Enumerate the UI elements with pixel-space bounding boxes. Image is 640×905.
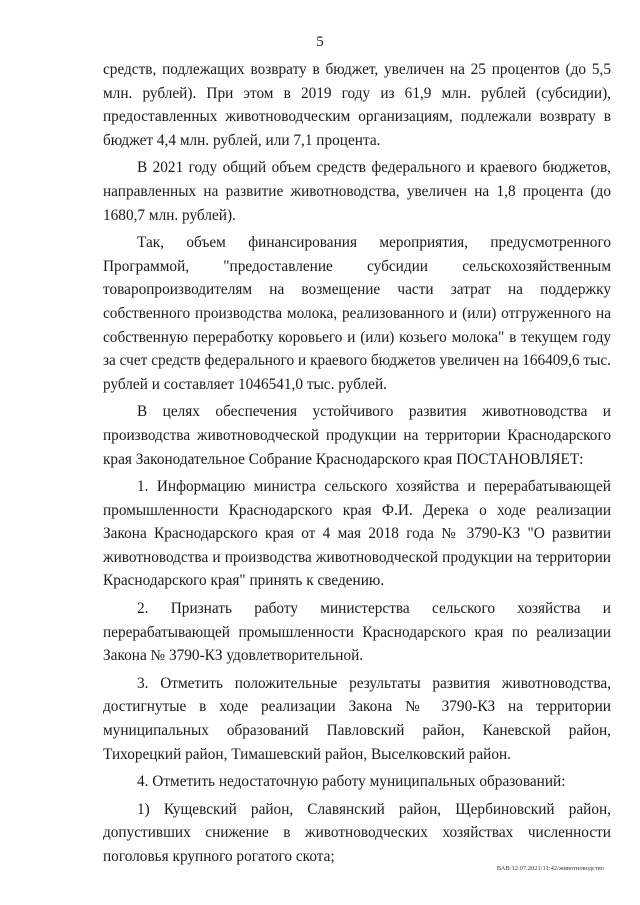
resolution-item-4: 4. Отметить недостаточную работу муниципальных образований: — [137, 773, 566, 791]
resolution-item-1: 1. Информацию министра сельского хозяйства и перерабатывающей промышленности Краснодарского края Ф.И. Дерека о ходе реализации Закона Краснодарского края от 4 мая 2018 года № 3790-КЗ "О развитии животноводства и производства животноводческой продукции на территории Краснодарского края" принять к сведению. — [103, 478, 611, 590]
paragraph-program-funding: Так, объем финансирования мероприятия, предусмотренного Программой, "предоставление субсидии сельскохозяйственным товаропроизводителям на возмещение части затрат на поддержку собственного производства молока, реализованного и (или) отгруженного на собственную переработку коровьего и (или) козьего молока" в текущем году за счет средств федерального и краевого бюджетов увеличен на 166409,6 тыс. рублей и составляет 1046541,0 тыс. рублей. — [103, 234, 611, 393]
paragraph-resolution-preamble: В целях обеспечения устойчивого развития животноводства и производства животноводческой продукции на территории Краснодарского края Законодательное Собрание Краснодарского края ПОСТАНОВЛЯЕТ: — [103, 403, 611, 468]
paragraph-budget-2021: В 2021 году общий объем средств федерального и краевого бюджетов, направленных на развитие животноводства, увеличен на 1,8 процента (до 1680,7 млн. рублей). — [103, 159, 611, 224]
paragraph-continuation: средств, подлежащих возврату в бюджет, увеличен на 25 процентов (до 5,5 млн. рублей). При этом в 2019 году из 61,9 млн. рублей (субсидии), предоставленных животноводческим организациям, подлежали возврату в бюджет 4,4 млн. рублей, или 7,1 процента. — [103, 61, 611, 149]
resolution-item-2: 2. Признать работу министерства сельского хозяйства и перерабатывающей промышленности Краснодарского края по реализации Закона № 3790-КЗ удовлетворительной. — [103, 600, 611, 665]
document-body — [103, 58, 611, 869]
resolution-item-4-subitem-1: 1) Кущевский район, Славянский район, Щербиновский район, допустивших снижение в животноводческих хозяйствах численности поголовья крупного рогатого скота; — [103, 800, 611, 865]
resolution-item-3: 3. Отметить положительные результаты развития животноводства, достигнутые в ходе реализации Закона № 3790-КЗ на территории муниципальных образований Павловский район, Каневской район, Тихорецкий район, Тимашевский район, Выселковский район. — [103, 674, 611, 763]
footer-stamp: ВАВ/12.07.2021/11:42/животноводство — [496, 865, 604, 872]
page-number: 5 — [316, 34, 324, 50]
